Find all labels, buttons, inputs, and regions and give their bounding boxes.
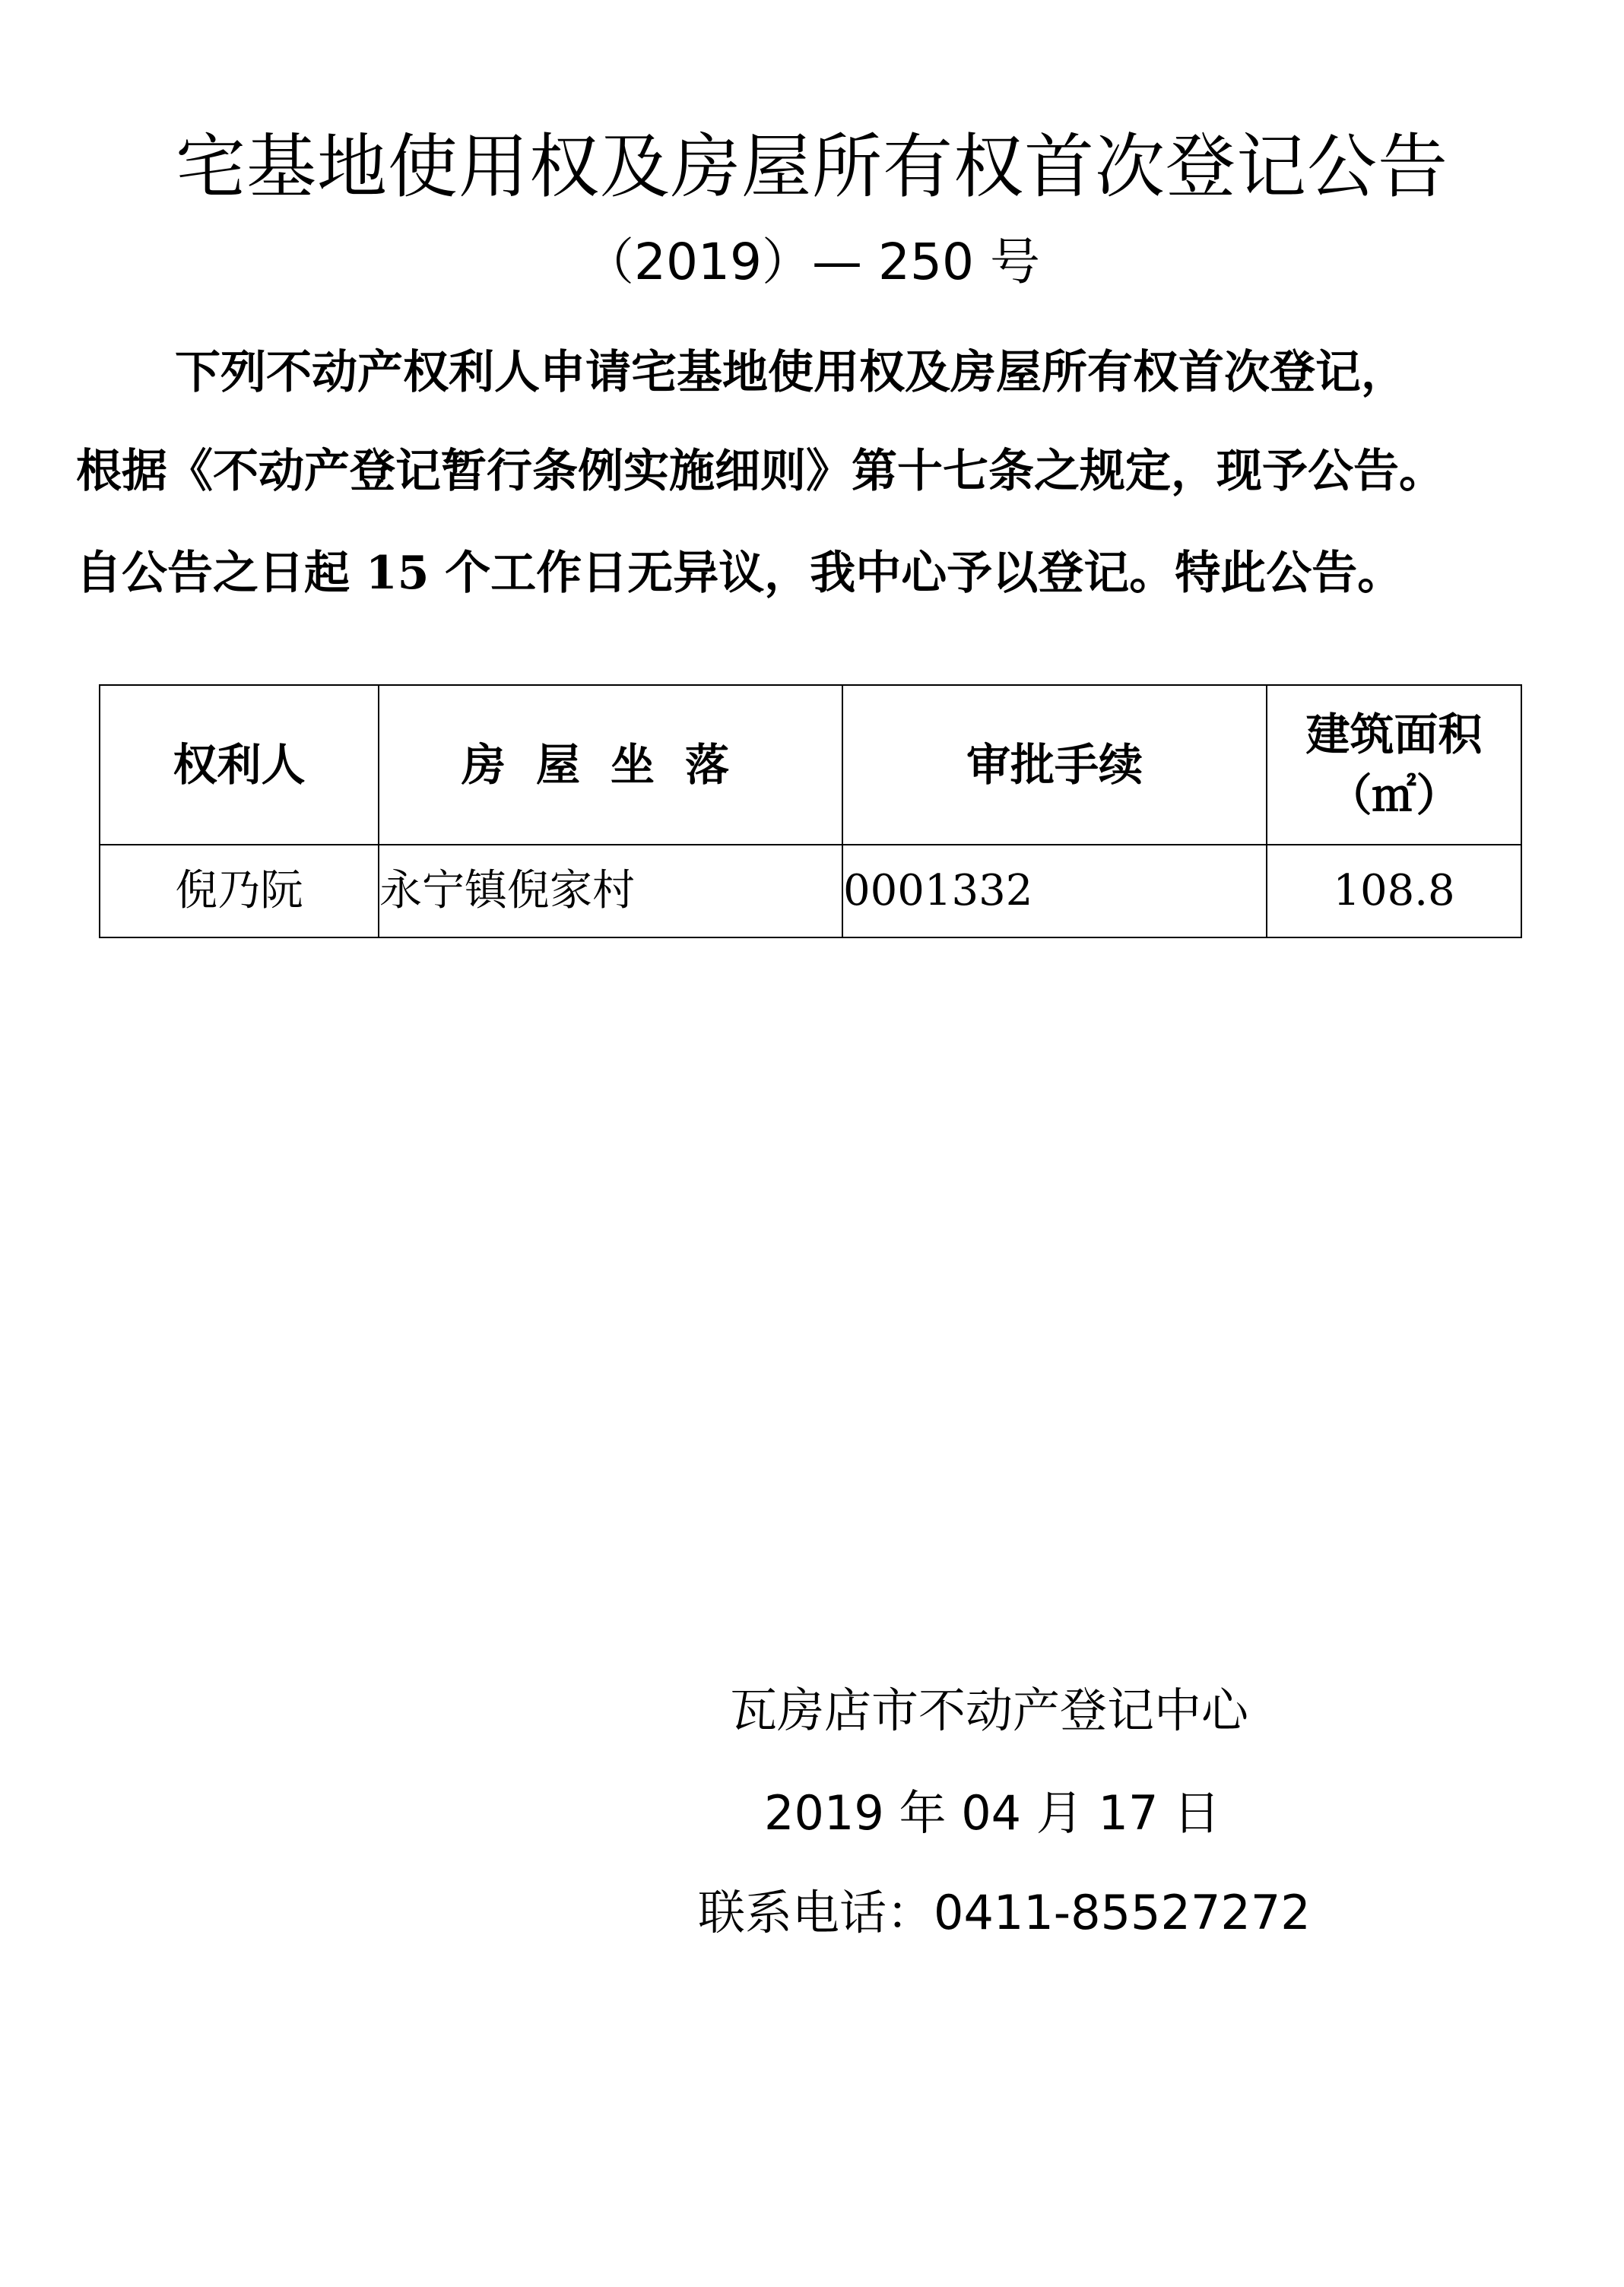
- header-approval: 审批手续: [842, 685, 1267, 845]
- issue-date: 2019 年 04 月 17 日: [764, 1785, 1221, 1841]
- issuing-organization: 瓦房店市不动产登记中心: [730, 1683, 1249, 1738]
- cell-holder: 倪乃阮: [100, 845, 379, 937]
- notice-title: 宅基地使用权及房屋所有权首次登记公告: [175, 126, 1448, 208]
- header-area: [1267, 685, 1521, 845]
- notice-body-line-3: 自公告之日起 15 个工作日无异议，我中心予以登记。特此公告。: [76, 547, 1404, 600]
- contact-phone: 联系电话：0411-85527272: [698, 1885, 1311, 1940]
- table-row: [100, 845, 1521, 937]
- header-area-line-2: （㎡）: [1327, 769, 1461, 821]
- header-location: 房屋坐落: [379, 685, 842, 845]
- cell-approval: 0001332: [842, 845, 1267, 937]
- cell-area: 108.8: [1267, 845, 1521, 937]
- header-area-line-1: 建筑面积: [1305, 709, 1483, 760]
- cell-location: 永宁镇倪家村: [379, 845, 842, 937]
- registration-table: [99, 684, 1522, 938]
- notice-body-line-1: 下列不动产权利人申请宅基地使用权及房屋所有权首次登记，: [175, 346, 1407, 399]
- notice-number: （2019）— 250 号: [584, 233, 1040, 291]
- notice-body-line-2: 根据《不动产登记暂行条例实施细则》第十七条之规定，现予公告。: [76, 445, 1445, 498]
- header-holder: 权利人: [100, 685, 379, 845]
- table-header-row: [100, 685, 1521, 845]
